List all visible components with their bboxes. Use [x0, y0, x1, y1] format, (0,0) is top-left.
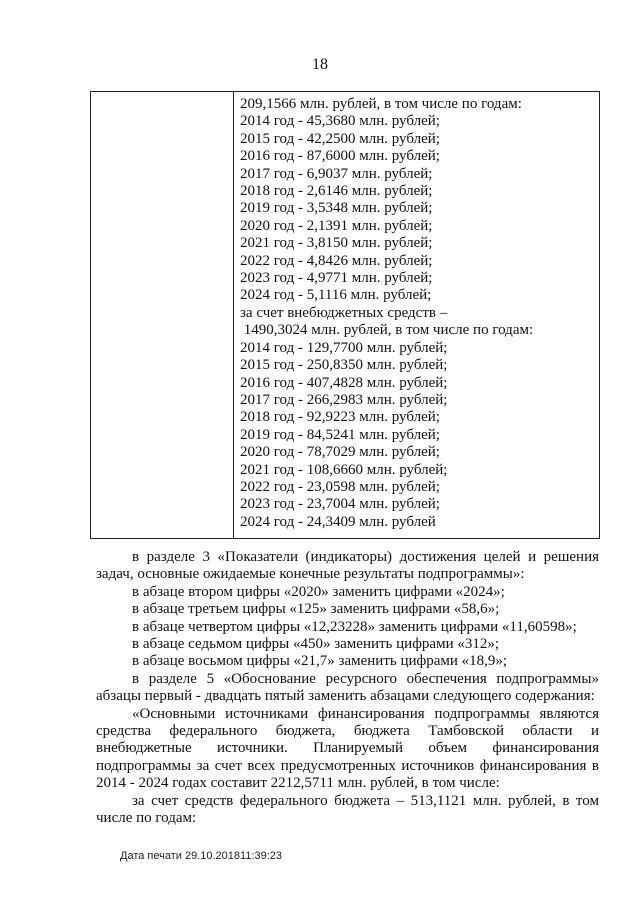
- table-cell-line: 209,1566 млн. рублей, в том числе по годам:: [240, 96, 522, 112]
- table-cell-line: за счет внебюджетных средств –: [240, 304, 448, 321]
- table-cell-line: 2019 год - 3,5348 млн. рублей;: [240, 200, 433, 217]
- paragraph-line: подпрограммы за счет всех предусмотренных источников финансирования в: [96, 757, 599, 774]
- table-cell-line: 2024 год - 24,3409 млн. рублей: [240, 513, 436, 530]
- table-cell-line: 2023 год - 23,7004 млн. рублей;: [240, 496, 440, 513]
- amendment-text: [96, 549, 599, 828]
- paragraph-federal-budget: [96, 793, 599, 828]
- amendment-item: в абзаце третьем цифры «125» заменить цифрами «58,6»;: [132, 601, 500, 618]
- table-cell-line: 2020 год - 78,7029 млн. рублей;: [240, 444, 440, 461]
- paragraph-line: числе по годам:: [96, 810, 197, 827]
- paragraph-line: абзацы первый - двадцать пятый заменить абзацами следующего содержания:: [96, 688, 595, 705]
- table-cell-line: 1490,3024 млн. рублей, в том числе по годам:: [240, 322, 534, 339]
- paragraph-line: средства федерального бюджета, бюджета Тамбовской области и: [96, 723, 599, 740]
- table-cell-line: 2022 год - 4,8426 млн. рублей;: [240, 252, 433, 269]
- table-cell-line: 2018 год - 92,9223 млн. рублей;: [240, 409, 440, 426]
- amendment-item: в абзаце втором цифры «2020» заменить цифрами «2024»;: [132, 583, 505, 600]
- paragraph-line: в разделе 5 «Обоснование ресурсного обеспечения подпрограммы»: [132, 670, 599, 687]
- table-cell-line: 2021 год - 108,6660 млн. рублей;: [240, 461, 448, 478]
- table-cell-line: 2014 год - 45,3680 млн. рублей;: [240, 113, 440, 130]
- table-cell-line: 2015 год - 250,8350 млн. рублей;: [240, 357, 448, 374]
- table-column-divider: [233, 92, 234, 538]
- paragraph-line: в разделе 3 «Показатели (индикаторы) достижения целей и решения: [132, 549, 599, 565]
- table-cell-line: 2022 год - 23,0598 млн. рублей;: [240, 478, 440, 495]
- table-cell-line: 2016 год - 407,4828 млн. рублей;: [240, 374, 448, 391]
- paragraph-line: за счет средств федерального бюджета – 513,1121 млн. рублей, в том: [132, 792, 599, 809]
- table-cell-line: 2015 год - 42,2500 млн. рублей;: [240, 130, 440, 147]
- table-cell-line: 2014 год - 129,7700 млн. рублей;: [240, 339, 448, 356]
- paragraph-section-3: [96, 549, 599, 584]
- amendment-item: в абзаце восьмом цифры «21,7» заменить цифрами «18,9»;: [132, 653, 508, 670]
- table-cell-line: 2020 год - 2,1391 млн. рублей;: [240, 217, 433, 234]
- table-right-cell: [240, 96, 593, 531]
- table-cell-line: 2017 год - 266,2983 млн. рублей;: [240, 391, 448, 408]
- amendment-item: в абзаце четвертом цифры «12,23228» заменить цифрами «11,60598»;: [132, 618, 577, 635]
- table-cell-line: 2017 год - 6,9037 млн. рублей;: [240, 165, 433, 182]
- paragraph-section-5: [96, 671, 599, 706]
- table-cell-line: 2018 год - 2,6146 млн. рублей;: [240, 183, 433, 200]
- paragraph-financing-sources: [96, 706, 599, 793]
- table-cell-line: 2019 год - 84,5241 млн. рублей;: [240, 426, 440, 443]
- paragraph-line: задач, основные ожидаемые конечные результаты подпрограммы»:: [96, 566, 525, 583]
- paragraph-line: 2014 - 2024 годах составит 2212,5711 млн. рублей, в том числе:: [96, 775, 500, 792]
- table-cell-line: 2024 год - 5,1116 млн. рублей;: [240, 287, 432, 304]
- print-date-footer: Дата печати 29.10.201811:39:23: [120, 850, 283, 862]
- table-cell-line: 2023 год - 4,9771 млн. рублей;: [240, 270, 433, 287]
- financing-table: [90, 91, 600, 539]
- page-number: 18: [312, 56, 328, 73]
- paragraph-line: внебюджетные источники. Планируемый объем финансирования: [96, 740, 599, 757]
- table-cell-line: 2021 год - 3,8150 млн. рублей;: [240, 235, 433, 252]
- amendment-item: в абзаце седьмом цифры «450» заменить цифрами «312»;: [132, 636, 500, 653]
- paragraph-line: «Основными источниками финансирования подпрограммы являются: [132, 705, 599, 722]
- table-cell-line: 2016 год - 87,6000 млн. рублей;: [240, 148, 440, 165]
